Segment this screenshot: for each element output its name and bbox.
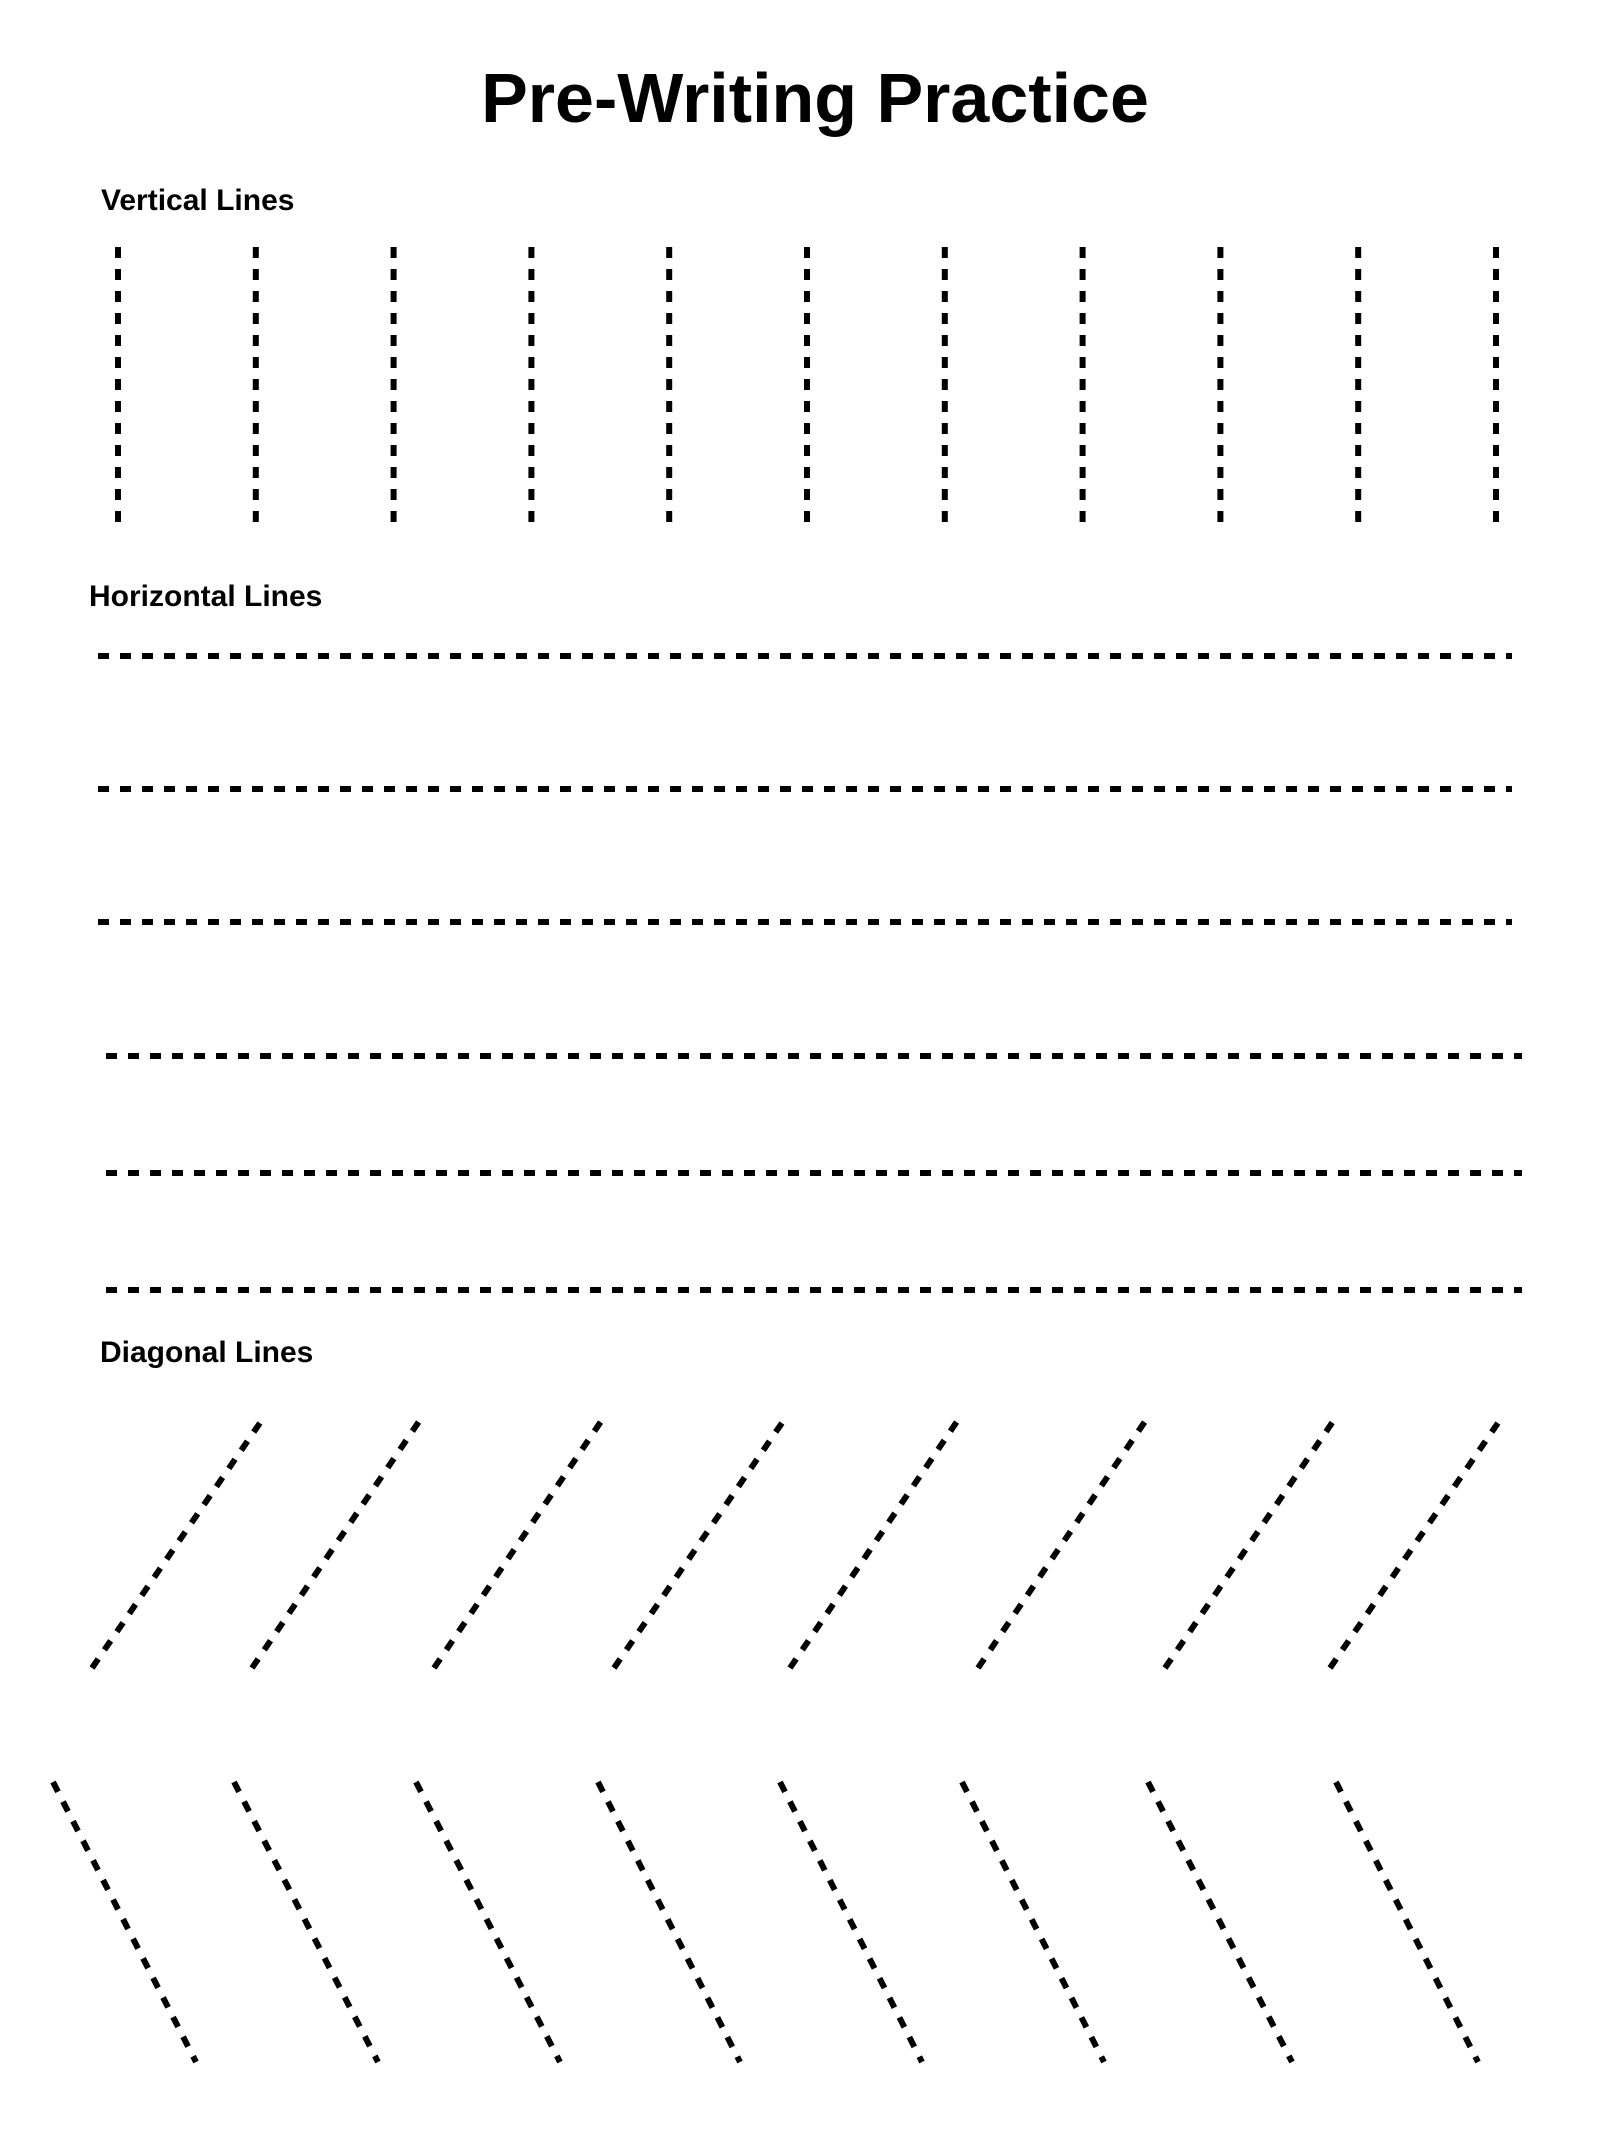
diagonal-backward-tracing-line <box>1336 1782 1478 2062</box>
diagonal-forward-tracing-line <box>1330 1420 1500 1668</box>
diagonal-backward-lines-group <box>53 1782 1478 2062</box>
diagonal-backward-tracing-line <box>416 1782 560 2062</box>
diagonal-forward-tracing-line <box>92 1420 262 1668</box>
diagonal-forward-tracing-line <box>978 1420 1146 1668</box>
diagonal-backward-tracing-line <box>962 1782 1104 2062</box>
page-title: Pre-Writing Practice <box>481 59 1149 137</box>
diagonal-forward-tracing-line <box>790 1420 958 1668</box>
diagonal-forward-tracing-line <box>1165 1420 1334 1668</box>
diagonal-forward-tracing-line <box>434 1420 602 1668</box>
horizontal-lines-group <box>98 656 1522 1290</box>
diagonal-forward-tracing-line <box>252 1420 420 1668</box>
section-heading-diagonal-lines: Diagonal Lines <box>100 1336 314 1369</box>
vertical-lines-group <box>118 247 1496 527</box>
diagonal-backward-tracing-line <box>234 1782 378 2062</box>
section-heading-vertical-lines: Vertical Lines <box>101 184 295 217</box>
diagonal-backward-tracing-line <box>1148 1782 1292 2062</box>
diagonal-backward-tracing-line <box>53 1782 196 2062</box>
diagonal-backward-tracing-line <box>780 1782 922 2062</box>
diagonal-backward-tracing-line <box>598 1782 740 2062</box>
diagonal-forward-tracing-line <box>614 1420 784 1668</box>
section-heading-horizontal-lines: Horizontal Lines <box>89 580 323 613</box>
diagonal-forward-lines-group <box>92 1420 1500 1668</box>
